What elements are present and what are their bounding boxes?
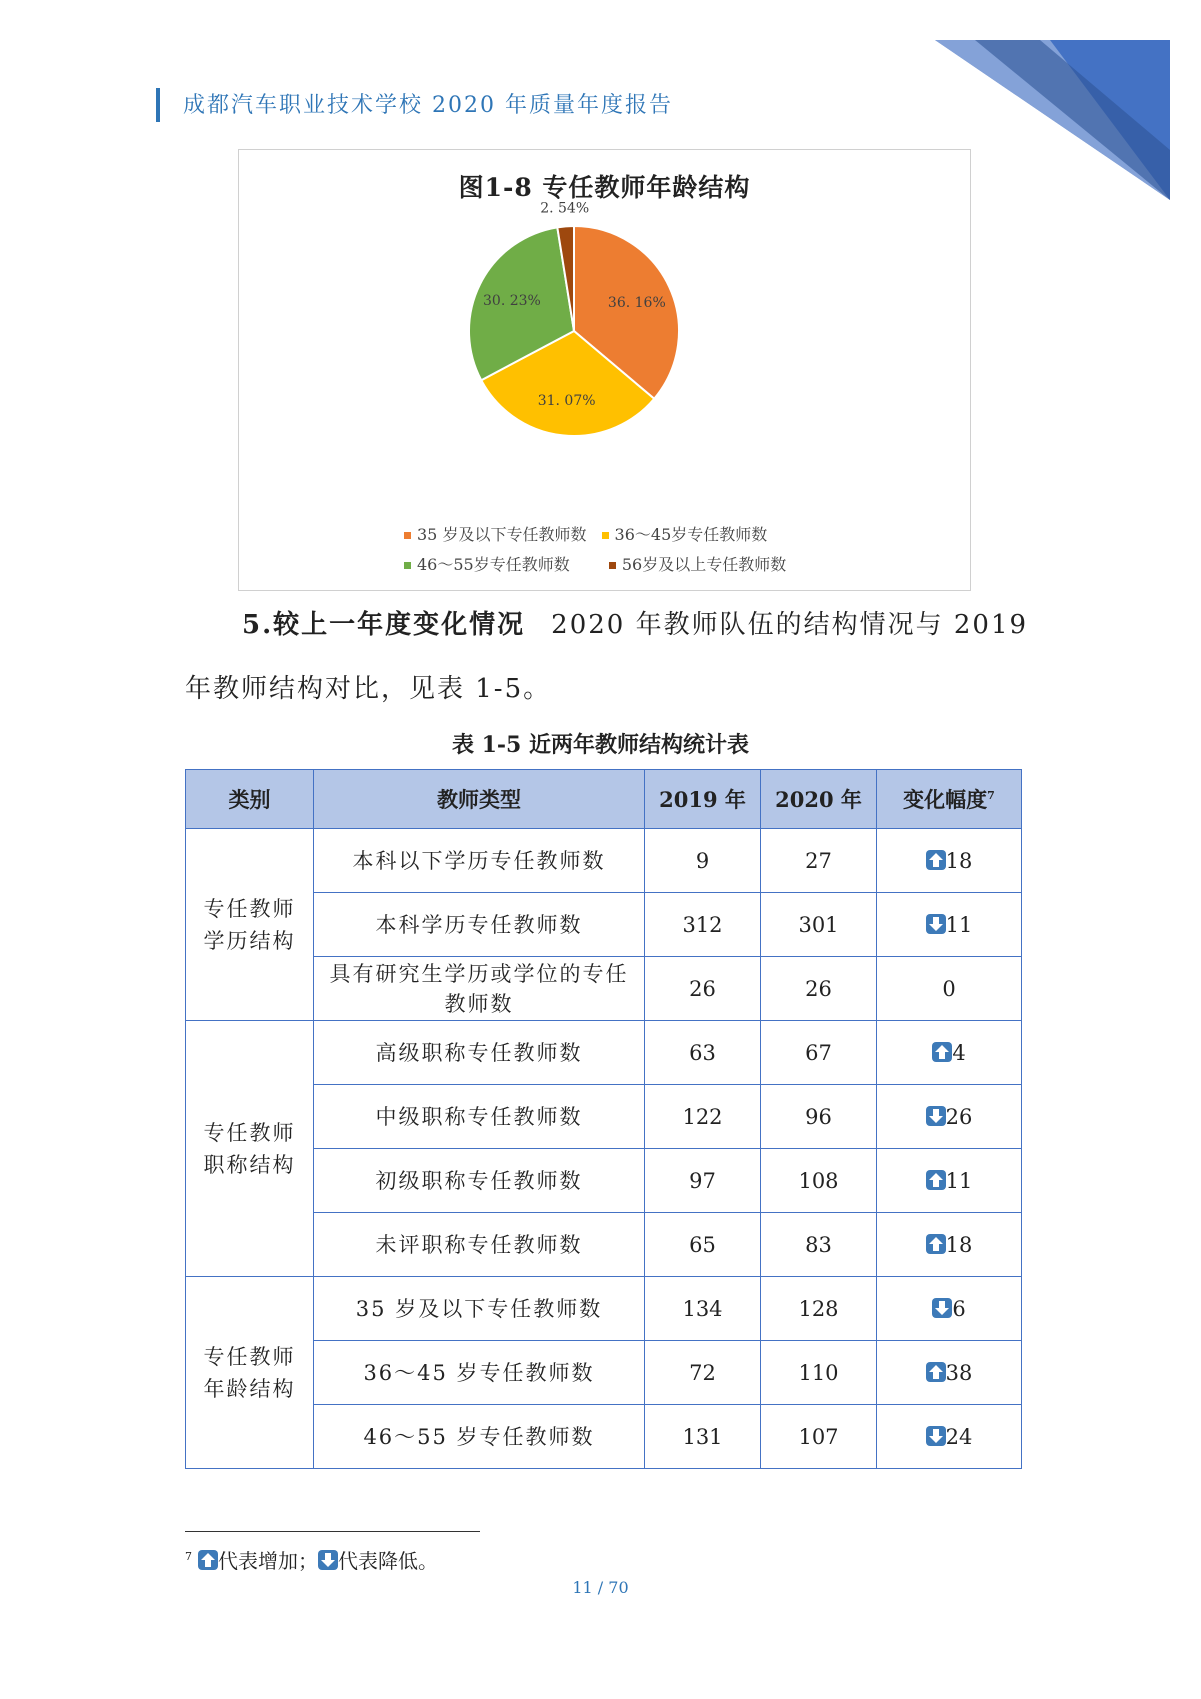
value-2020-cell: 128 [761, 1277, 877, 1341]
change-cell [877, 829, 1022, 893]
legend-swatch [609, 562, 616, 569]
legend-row [404, 550, 964, 580]
arrow-down-icon [318, 1550, 338, 1570]
footnote-ref: 7 [987, 789, 995, 802]
value-2020-cell: 96 [761, 1085, 877, 1149]
data-label: 31. 07% [537, 392, 596, 409]
table-row [186, 829, 1022, 893]
value-2019-cell: 134 [645, 1277, 761, 1341]
arrow-up-icon [198, 1550, 218, 1570]
chart-title: 图1-8 专任教师年龄结构 [458, 173, 751, 202]
legend-item [404, 520, 586, 550]
value-2019-cell: 9 [645, 829, 761, 893]
pie-chart-figure [238, 149, 971, 591]
data-label: 36. 16% [607, 294, 666, 311]
footnote [185, 1545, 438, 1574]
arrow-down-icon [932, 1298, 952, 1318]
value-2020-cell: 108 [761, 1149, 877, 1213]
value-2020-cell: 27 [761, 829, 877, 893]
footnote-mark: 7 [185, 1550, 192, 1564]
category-cell: 专任教师 职称结构 [186, 1021, 314, 1277]
header-2019: 2019 年 [645, 770, 761, 829]
value-2019-cell: 131 [645, 1405, 761, 1469]
value-2019-cell: 65 [645, 1213, 761, 1277]
teacher-type-cell: 35 岁及以下专任教师数 [314, 1277, 645, 1341]
value-2019-cell: 72 [645, 1341, 761, 1405]
legend-label: 35 岁及以下专任教师数 [417, 525, 587, 544]
pie-chart [239, 150, 970, 520]
arrow-up-icon [932, 1042, 952, 1062]
table-caption: 表 1-5 近两年教师结构统计表 [451, 732, 750, 758]
value-2020-cell: 107 [761, 1405, 877, 1469]
teacher-type-cell: 46～55 岁专任教师数 [314, 1405, 645, 1469]
change-value: 24 [945, 1424, 973, 1449]
value-2019-cell: 63 [645, 1021, 761, 1085]
header-type: 教师类型 [314, 770, 645, 829]
change-cell [877, 1021, 1022, 1085]
teacher-type-cell: 本科学历专任教师数 [314, 893, 645, 957]
data-label: 30. 23% [483, 293, 541, 310]
teacher-type-cell: 36～45 岁专任教师数 [314, 1341, 645, 1405]
change-cell [877, 1213, 1022, 1277]
paragraph-text: 2020 年教师队伍的结构情况与 2019 [551, 610, 1029, 640]
category-cell: 专任教师 年龄结构 [186, 1277, 314, 1469]
value-2020-cell: 301 [761, 893, 877, 957]
change-cell [877, 1085, 1022, 1149]
arrow-up-icon [926, 1362, 946, 1382]
value-2020-cell: 67 [761, 1021, 877, 1085]
change-value: 26 [945, 1104, 973, 1129]
legend-swatch [602, 532, 609, 539]
arrow-down-icon [926, 914, 946, 934]
teacher-type-cell: 高级职称专任教师数 [314, 1021, 645, 1085]
data-label: 2. 54% [540, 200, 590, 217]
change-value: 18 [945, 1232, 973, 1257]
legend-swatch [404, 562, 411, 569]
change-value: 18 [945, 848, 973, 873]
teacher-type-cell: 本科以下学历专任教师数 [314, 829, 645, 893]
change-value: 38 [945, 1360, 973, 1385]
paragraph-line-1 [242, 604, 1028, 641]
chart-legend [404, 520, 964, 580]
paragraph-line-2: 年教师结构对比，见表 1-5。 [185, 674, 552, 704]
footnote-rule [185, 1531, 480, 1532]
value-2019-cell: 122 [645, 1085, 761, 1149]
legend-item [609, 550, 786, 580]
legend-label: 56岁及以上专任教师数 [621, 555, 787, 574]
arrow-up-icon [926, 1170, 946, 1190]
legend-row [404, 520, 964, 550]
change-cell [877, 1149, 1022, 1213]
header-category: 类别 [186, 770, 314, 829]
value-2019-cell: 312 [645, 893, 761, 957]
change-cell [877, 893, 1022, 957]
change-value: 11 [945, 1168, 973, 1193]
value-2020-cell: 83 [761, 1213, 877, 1277]
change-cell [877, 1277, 1022, 1341]
value-2020-cell: 110 [761, 1341, 877, 1405]
table-row [186, 1277, 1022, 1341]
arrow-down-icon [926, 1426, 946, 1446]
change-cell [877, 1341, 1022, 1405]
value-2019-cell: 26 [645, 957, 761, 1021]
change-value: 6 [952, 1296, 966, 1321]
change-cell [877, 957, 1022, 1021]
legend-item [404, 550, 570, 580]
teacher-type-cell: 具有研究生学历或学位的专任教师数 [314, 957, 645, 1021]
arrow-down-icon [926, 1106, 946, 1126]
value-2020-cell: 26 [761, 957, 877, 1021]
table-header-row [186, 770, 1022, 829]
footnote-up-text: 代表增加； [218, 1549, 318, 1573]
section-lead: 5.较上一年度变化情况 [242, 610, 526, 640]
change-value: 11 [945, 912, 973, 937]
teacher-type-cell: 中级职称专任教师数 [314, 1085, 645, 1149]
legend-label: 36～45岁专任教师数 [614, 525, 768, 544]
change-value: 0 [942, 976, 956, 1001]
value-2019-cell: 97 [645, 1149, 761, 1213]
legend-item [602, 520, 768, 550]
change-cell [877, 1405, 1022, 1469]
page-number: 11 / 70 [572, 1578, 629, 1597]
arrow-up-icon [926, 850, 946, 870]
header-change: 变化幅度$^7$ [877, 770, 1022, 829]
footnote-down-text: 代表降低。 [338, 1549, 438, 1573]
header-accent-bar [156, 88, 160, 122]
header-title: 成都汽车职业技术学校 2020 年质量年度报告 [183, 93, 673, 118]
legend-swatch [404, 532, 411, 539]
change-value: 4 [952, 1040, 966, 1065]
teacher-type-cell: 初级职称专任教师数 [314, 1149, 645, 1213]
legend-label: 46～55岁专任教师数 [417, 555, 570, 574]
header-2020: 2020 年 [761, 770, 877, 829]
teacher-structure-table [185, 769, 1022, 1469]
teacher-type-cell: 未评职称专任教师数 [314, 1213, 645, 1277]
table-row [186, 1021, 1022, 1085]
arrow-up-icon [926, 1234, 946, 1254]
category-cell: 专任教师 学历结构 [186, 829, 314, 1021]
